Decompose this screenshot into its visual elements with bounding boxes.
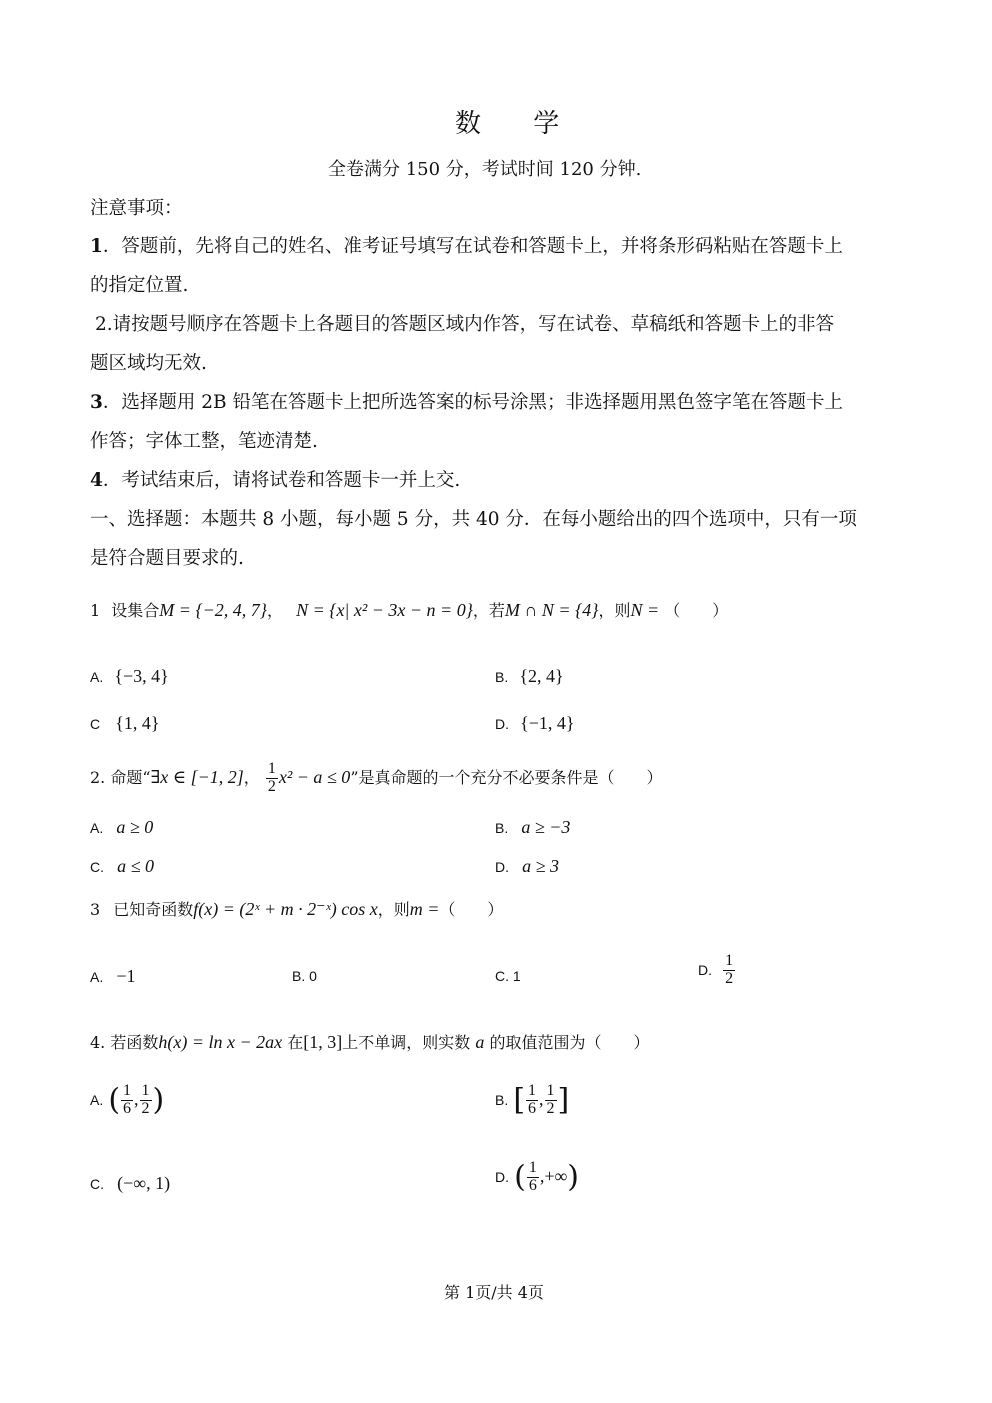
- option-1d: [495, 713, 575, 734]
- close-paren: ): [152, 1082, 165, 1118]
- notice-item-4: [90, 466, 460, 492]
- fraction-denominator: 6: [123, 1099, 132, 1117]
- separator: ，: [243, 767, 260, 787]
- notice-item-3-cont: 作答；字体工整，笔迹清楚.: [90, 431, 318, 452]
- separator: ，: [266, 601, 283, 620]
- math-expr: M ∩ N = {4}: [504, 600, 599, 620]
- notice-num: 3: [90, 392, 103, 413]
- math-expr: a: [475, 1032, 485, 1052]
- notice-text: 请按题号顺序在答题卡上各题目的答题区域内作答，写在试卷、草稿纸和答题卡上的非答: [112, 314, 835, 335]
- question-text: ，则: [598, 601, 631, 620]
- option-label: A.: [90, 820, 104, 836]
- answer-paren: （ ）: [439, 900, 504, 919]
- option-value: {−1, 4}: [520, 713, 575, 733]
- option-label: D.: [495, 859, 509, 875]
- option-label: C.: [90, 1176, 104, 1192]
- option-label: D.: [698, 961, 712, 978]
- question-text: 设集合: [111, 601, 160, 620]
- option-3c: [495, 966, 521, 985]
- fraction: [121, 1083, 133, 1118]
- open-bracket: [: [513, 1082, 526, 1118]
- answer-paren: （ ）: [664, 601, 729, 620]
- open-paren: (: [514, 1159, 526, 1195]
- math-expr: ∃x ∈ [−1, 2]: [150, 766, 244, 787]
- math-expr: [1, 3]: [303, 1032, 343, 1052]
- option-label: A.: [90, 1091, 104, 1108]
- section-heading-cont: 是符合题目要求的.: [90, 548, 244, 569]
- question-3: [90, 897, 503, 920]
- option-label: B.: [495, 820, 509, 836]
- math-expr: N = {x| x² − 3x − n = 0}: [296, 600, 473, 620]
- notice-item-1-cont: 的指定位置.: [90, 275, 189, 296]
- close-bracket: ]: [557, 1082, 570, 1118]
- option-value: −1: [116, 966, 136, 986]
- option-label: A.: [90, 969, 104, 985]
- option-4b: [495, 1083, 569, 1118]
- comma: ,: [134, 1088, 139, 1109]
- fraction-numerator: 1: [546, 1082, 555, 1099]
- question-2: [90, 761, 663, 796]
- notice-item-2: [95, 310, 834, 336]
- fraction-numerator: 1: [123, 1082, 132, 1099]
- option-label: D.: [495, 1168, 509, 1185]
- math-expr: N =: [630, 600, 660, 620]
- close-paren: ): [567, 1159, 580, 1195]
- question-number: 2.: [90, 767, 106, 787]
- question-number: 1: [90, 601, 101, 620]
- fraction: [527, 1160, 539, 1195]
- notice-num: 4: [90, 470, 103, 491]
- option-value: a ≥ −3: [521, 817, 571, 837]
- option-3d: [698, 953, 736, 988]
- fraction-numerator: 1: [267, 760, 276, 777]
- option-value: {−3, 4}: [114, 666, 169, 686]
- math-expr: M = {−2, 4, 7}: [159, 600, 267, 620]
- notice-text: ．答题前，先将自己的姓名、准考证号填写在试卷和答题卡上，并将条形码粘贴在答题卡上: [102, 236, 843, 257]
- fraction-numerator: 1: [725, 952, 734, 969]
- fraction: [140, 1083, 152, 1118]
- page-number: 第 1页/共 4页: [444, 1283, 544, 1302]
- option-2a: [90, 817, 153, 838]
- option-1c: [90, 713, 160, 734]
- math-expr: f(x) = (2ˣ + m · 2⁻ˣ) cos x: [193, 899, 378, 919]
- fraction: [266, 761, 278, 796]
- option-value-tail: ,+∞: [539, 1165, 568, 1186]
- notice-num: 1: [90, 236, 103, 257]
- fraction: [723, 953, 735, 988]
- comma: ,: [539, 1088, 544, 1109]
- notice-heading: 注意事项：: [90, 198, 183, 219]
- option-1a: [90, 666, 169, 687]
- notice-num: 2.: [95, 314, 113, 335]
- option-1b: [495, 666, 564, 687]
- option-label: C: [90, 716, 101, 732]
- question-text: 在: [287, 1033, 304, 1052]
- option-value: {1, 4}: [115, 713, 160, 733]
- math-expr: x² − a ≤ 0: [278, 766, 351, 787]
- question-text: 命题“: [110, 767, 151, 787]
- question-4: [90, 1030, 649, 1053]
- question-text: ”是真命题的一个充分不必要条件是（ ）: [350, 767, 663, 787]
- fraction-numerator: 1: [141, 1082, 150, 1099]
- fraction: [526, 1083, 538, 1118]
- option-label: C.: [90, 859, 104, 875]
- exam-info: [328, 155, 641, 181]
- option-2b: [495, 817, 570, 838]
- option-value: (−∞, 1): [117, 1173, 171, 1193]
- notice-text: ．选择题用 2B 铅笔在答题卡上把所选答案的标号涂黑；非选择题用黑色签字笔在答题卡上: [102, 392, 844, 413]
- option-value: a ≤ 0: [117, 856, 154, 876]
- fraction-denominator: 2: [267, 777, 276, 795]
- question-1: [90, 598, 728, 621]
- fraction-denominator: 6: [528, 1099, 537, 1117]
- option-4c: [90, 1173, 170, 1194]
- question-text: ，则: [377, 900, 410, 919]
- fraction-numerator: 1: [528, 1159, 537, 1176]
- option-label: B.: [495, 669, 509, 685]
- option-label: C. 1: [495, 968, 521, 984]
- page-title: 数 学: [455, 109, 582, 139]
- option-2d: [495, 856, 559, 877]
- option-4a: [90, 1083, 164, 1118]
- notice-item-2-cont: 题区域均无效.: [90, 353, 207, 374]
- question-text: 若函数: [110, 1033, 159, 1052]
- fraction-denominator: 2: [546, 1099, 555, 1117]
- fraction-numerator: 1: [528, 1082, 537, 1099]
- option-value: {2, 4}: [519, 666, 564, 686]
- section-heading: 一、选择题：本题共 8 小题，每小题 5 分，共 40 分．在每小题给出的四个选项中，只有一项: [90, 509, 857, 530]
- option-value: a ≥ 0: [116, 817, 154, 837]
- option-label: D.: [495, 716, 509, 732]
- fraction-denominator: 2: [141, 1099, 150, 1117]
- option-label: A.: [90, 669, 104, 685]
- fraction: [545, 1083, 557, 1118]
- math-expr: m =: [409, 899, 440, 919]
- notice-item-3: [90, 388, 843, 414]
- question-number: 4.: [90, 1033, 106, 1052]
- option-label: B.: [495, 1091, 509, 1108]
- notice-item-1: [90, 232, 843, 258]
- option-label: B. 0: [292, 968, 317, 984]
- question-text: 的取值范围为（ ）: [489, 1033, 650, 1052]
- option-value: a ≥ 3: [522, 856, 559, 876]
- option-4d: [495, 1160, 579, 1195]
- question-text: 已知奇函数: [113, 900, 194, 919]
- open-paren: (: [108, 1082, 121, 1118]
- question-number: 3: [90, 900, 101, 919]
- option-3b: [292, 966, 317, 985]
- option-2c: [90, 856, 154, 877]
- fraction-denominator: 6: [528, 1176, 537, 1194]
- question-text: 上不单调，则实数: [342, 1033, 471, 1052]
- option-3a: [90, 966, 135, 987]
- fraction-denominator: 2: [725, 969, 734, 987]
- question-text: ，若: [472, 601, 505, 620]
- exam-info-text: 全卷满分 150 分，考试时间 120 分钟.: [328, 159, 642, 180]
- math-expr: h(x) = ln x − 2ax: [158, 1032, 283, 1052]
- notice-text: ．考试结束后，请将试卷和答题卡一并上交.: [102, 470, 461, 491]
